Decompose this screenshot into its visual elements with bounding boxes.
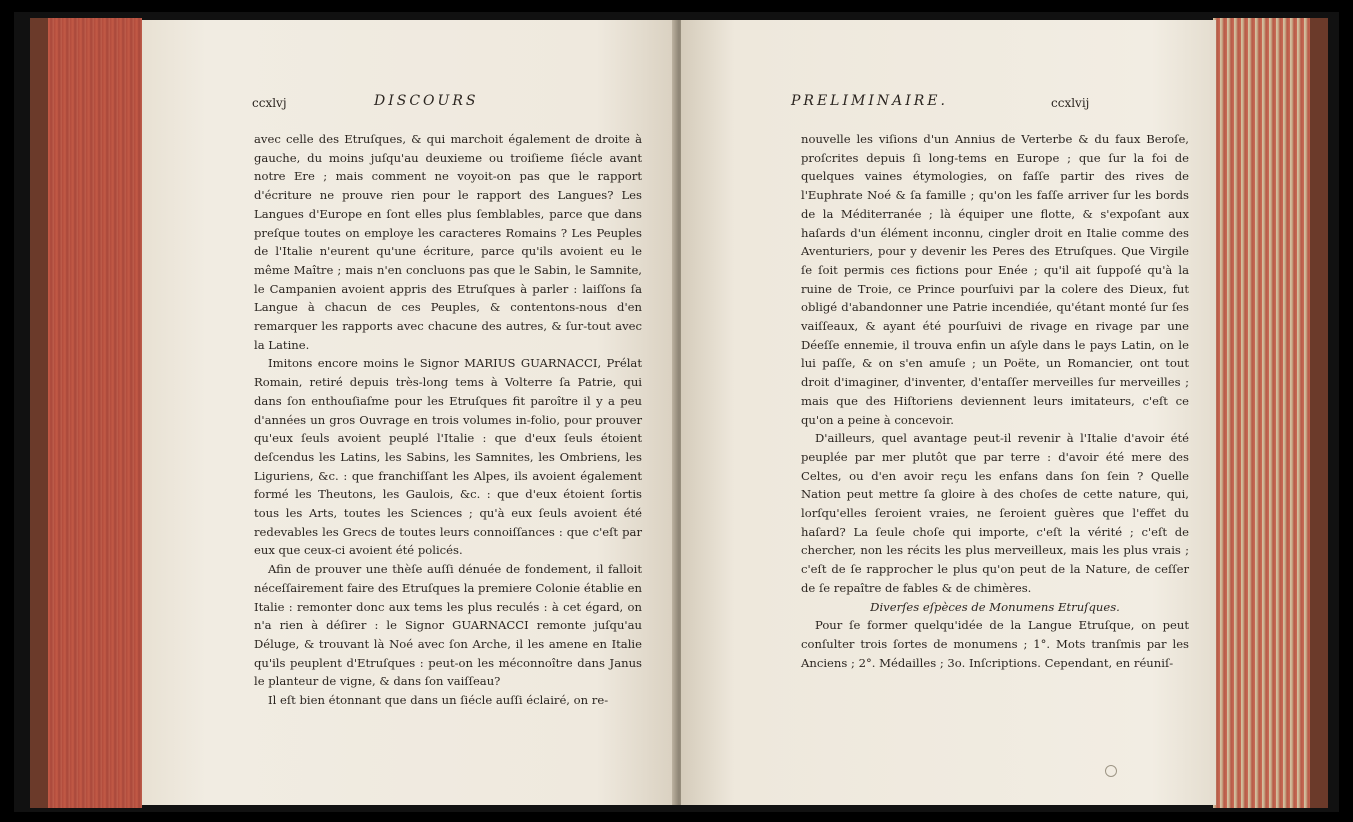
right-paragraph-1: nouvelle les viſions d'un Annius de Verterbe & du faux Beroſe, proſcrites depuis ſi long-tems en Europe ; que ſur la foi de quelques vaines étymologies, on faſſe partir des rives de l'Euphrate Noé & ſa famille ; qu'on les faſſe arriver ſur les bords de la Méditerranée ; là équiper une flotte, & s'expoſant aux haſards d'un élément inconnu, cingler droit en Italie comme des Aventuriers, pour y devenir les Peres des Etruſques. Que Virgile ſe ſoit permis ces fictions pour Enée ; qu'il ait ſuppoſé qu'à la ruine de Troie, ce Prince pourſuivi par la colere des Dieux, fut obligé d'abandonner une Patrie incendiée, qu'étant monté ſur ſes vaiſſeaux, & ayant été pourſuivi de rivage en rivage par une Déeſſe ennemie, il trouva enfin un aſyle dans le pays Latin, on le lui paſſe, & on s'en amuſe ; un Poëte, un Romancier, ont tout droit d'imaginer, d'inventer, d'entaſſer merveilles ſur merveilles ; mais que des Hiſtoriens deviennent leurs imitateurs, c'eſt ce qu'on a peine à concevoir. <box>801 132 1189 427</box>
left-page-number: ccxlvj <box>252 96 287 110</box>
right-final-paragraph: Pour ſe former quelqu'idée de la Langue Etruſque, on peut conſulter trois ſortes de monumens ; 1°. Mots tranſmis par les Anciens ; 2°. Médailles ; 3o. Inſcriptions. Cependant, en réuniſ- <box>801 618 1189 670</box>
left-page-body <box>254 130 642 710</box>
right-running-head: PRELIMINAIRE. <box>791 93 948 109</box>
paper-spot <box>1105 765 1117 777</box>
right-cover-edge <box>1310 18 1328 808</box>
right-page-body <box>801 130 1189 672</box>
left-paragraph-2: Imitons encore moins le Signor MARIUS GUARNACCI, Prélat Romain, retiré depuis très-long tems à Volterre ſa Patrie, qui dans ſon enthouſiaſme pour les Etruſques fit paroître il y a peu d'années un gros Ouvrage en trois volumes in-folio, pour prouver qu'eux ſeuls avoient peuplé l'Italie : que d'eux ſeuls étoient deſcendus les Latins, les Sabins, les Samnites, les Ombriens, les Liguriens, &c. : que franchiſſant les Alpes, ils avoient également formé les Theutons, les Gaulois, &c. : que d'eux étoient ſortis tous les Arts, toutes les Sciences ; qu'à eux ſeuls avoient été redevables les Grecs de toutes leurs connoiſſances : que c'eſt par eux que ceux-ci avoient été policés. <box>254 356 642 558</box>
left-paragraph-3: Afin de prouver une thèſe auſſi dénuée de fondement, il falloit néceſſairement faire des Etruſques la premiere Colonie établie en Italie : remonter donc aux tems les plus reculés : à cet égard, on n'a rien à déſirer : le Signor GUARNACCI remonte juſqu'au Déluge, & trouvant là Noé avec ſon Arche, il les amene en Italie qu'ils peuplent d'Etruſques : peut-on les méconnoître dans Janus le planteur de vigne, & dans ſon vaiſſeau? <box>254 562 642 689</box>
left-page <box>142 20 677 805</box>
right-page-edges <box>1213 18 1325 808</box>
right-page-number: ccxlvij <box>1051 96 1090 110</box>
right-paragraph-2: D'ailleurs, quel avantage peut-il revenir à l'Italie d'avoir été peuplée par mer plutôt que par terre : d'avoir été mere des Celtes, ou d'en avoir reçu les enfans dans ſon ſein ? Quelle Nation peut mettre ſa gloire à des choſes de cette nature, qui, lorſqu'elles ſeroient vraies, ne ſeroient guères que l'effet du haſard? La ſeule choſe qui importe, c'eſt la vérité ; c'eſt de chercher, non les récits les plus merveilleux, mais les plus vrais ; c'eſt de ſe rapprocher le plus qu'on peut de la Nature, de ceſſer de ſe repaître de fables & de chimères. <box>801 431 1189 595</box>
right-page <box>681 20 1216 805</box>
left-cover-edge <box>30 18 48 808</box>
left-paragraph-4: Il eſt bien étonnant que dans un ſiécle auſſi éclairé, on re- <box>268 693 609 708</box>
left-paragraph-1: avec celle des Etruſques, & qui marchoit également de droite à gauche, du moins juſqu'au deuxieme ou troiſieme ſiécle avant notre Ere ; mais comment ne voyoit-on pas que le rapport d'écriture ne prouve rien pour le rapport des Langues? Les Langues d'Europe en ſont elles plus ſemblables, parce que dans preſque toutes on employe les caracteres Romains ? Les Peuples de l'Italie n'eurent qu'une écriture, parce qu'ils avoient eu le même Maître ; mais n'en concluons pas que le Sabin, le Samnite, le Campanien avoient appris des Etruſques à parler : laiſſons ſa Langue à chacun de ces Peuples, & contentons-nous d'en remarquer les rapports avec chacune des autres, & ſur-tout avec la Latine. <box>254 132 642 352</box>
section-subheading: Diverſes eſpèces de Monumens Etruſques. <box>870 599 1120 614</box>
left-running-head: DISCOURS <box>374 93 479 109</box>
